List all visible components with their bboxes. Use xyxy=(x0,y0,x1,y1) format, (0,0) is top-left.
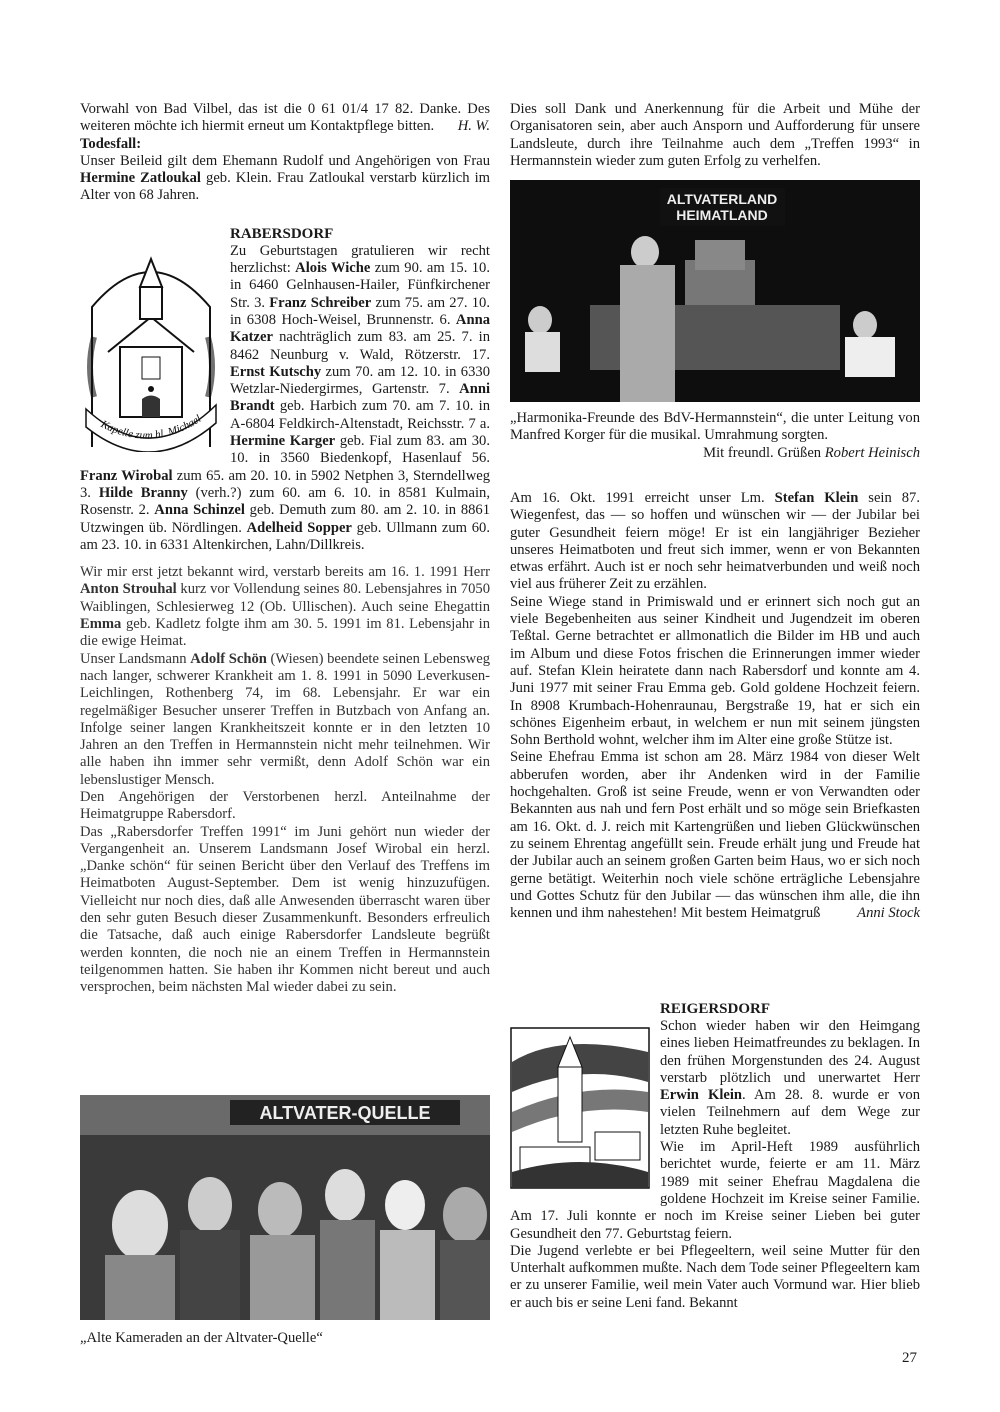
todesfall-heading: Todesfall: xyxy=(80,135,142,152)
name-highlight: Adelheid Sopper xyxy=(246,519,352,536)
text-run: Dies soll Dank und Anerkennung für die Arbeit und Mühe der Organisatoren sein, aber auch Ansporn und Aufforderung für unsere Landsleute, durch ihre Teilnahme auch dem „Treffen 1993“ in Hermannstein wieder zum guten Erfolg zu verhelfen. xyxy=(510,101,920,169)
paragraph xyxy=(80,564,490,650)
text-run: Am 16. Okt. 1991 erreicht unser Lm. xyxy=(510,490,775,506)
name-highlight: Erwin Klein xyxy=(660,1087,743,1104)
text-run: (verh.?) zum 60. am 6. 10. in 8581 Kulmain, Rosenstr. 2. xyxy=(80,484,490,519)
paragraph xyxy=(80,789,490,824)
stefan-klein-text xyxy=(510,490,920,922)
right-intro xyxy=(510,101,920,170)
name-highlight: Hermine Karger xyxy=(230,433,336,450)
harmonika-photo xyxy=(510,180,920,402)
todesfall-text xyxy=(80,153,490,205)
name-highlight: Hermine Zatloukal xyxy=(80,170,201,187)
text-run: zum 70. am 12. 10. in 6330 Wetzlar-Niedergirmes, Gartenstr. 7. xyxy=(230,363,490,398)
rabersdorf-heading: RABERSDORF xyxy=(230,225,334,242)
intro-signature: H. W. xyxy=(457,118,490,135)
text-run: geb. Demuth zum 80. am 2. 10. in 8861 Utzwingen üb. Nördlingen. xyxy=(80,502,491,536)
caption-author: Robert Heinisch xyxy=(824,444,920,461)
text-run: zum 75. am 27. 10. in 6308 Hoch-Weisel, Brunnenstr. 6. xyxy=(230,294,490,328)
text-run: sein 87. Wiegenfest, das — so hoffen und wünschen wir — der Jubilar bei guter Gesundheit feiern möge! Er ist ein langjähriger Bezieher unseres Heimatboten und freut sich immer, wenn er von Bekannten etwas erfährt. Auch ist er noch sehr heimatverbunden und weiß noch viel aus früherer Zeit zu erzählen. xyxy=(510,490,920,593)
text-run: Wie im April-Heft 1989 ausführlich berichtet wurde, feierte er am 11. März 1989 mit seiner Ehefrau Magdalena die goldene Hochzeit im Kreise seiner Familie. Am 17. Juli konnte er noch im Kreise seiner Lieben bei guter Gesundheit den 77. Geburtstag feiern. xyxy=(510,1139,920,1242)
reigersdorf-section xyxy=(510,1000,920,1312)
paragraph xyxy=(510,490,920,594)
paragraph xyxy=(80,824,490,997)
text-run: Das „Rabersdorfer Treffen 1991“ im Juni gehört nun wieder der Vergangenheit an. Unserem Landsmann Josef Wirobal ein herzl. „Danke schön“ für seinen Bericht über den Verlauf des Treffens im Heimatboten August-September. Dem ist wenig hinzuzufügen. Vielleicht nur noch dies, daß alle Anwesenden überrascht waren über den sehr guten Besuch dieser Zusammenkunft. Besonders erfreulich die Tatsache, daß auch einige Rabersdorfer Landsleute begrüßt werden konnten, die noch nie an einem Treffen in Hermannstein teilgenommen hatten. Sie haben ihr Kommen nicht bereut und auch versprochen, beim nächsten Mal wieder dabei zu sein. xyxy=(80,823,490,996)
rabersdorf-chapel-logo xyxy=(80,247,222,452)
text-run: Schon wieder haben wir den Heimgang eines lieben Heimatfreundes zu beklagen. In den frühen Morgenstunden des 24. August verstarb plötzlich und unerwartet Herr xyxy=(660,1018,920,1086)
rabersdorf-section xyxy=(80,225,490,554)
text-run: geb. Ullmann zum 60. am 23. 10. in 6331 Altenkirchen, Lahn/Dillkreis. xyxy=(80,519,491,553)
text-run: Zu Geburtstagen gratulieren wir recht herzlichst: xyxy=(230,242,490,277)
text-run: nachträglich zum 83. am 25. 7. in 8462 Neunburg v. Wald, Rötzerstr. 17. xyxy=(230,329,490,363)
paragraph xyxy=(510,749,920,922)
name-highlight: Franz Schreiber xyxy=(269,294,372,311)
text-run: Unser Landsmann xyxy=(80,650,191,667)
caption-greeting: Mit freundl. Grüßen xyxy=(703,444,825,461)
name-highlight: Hilde Branny xyxy=(98,484,188,501)
stefan-klein-article xyxy=(510,490,920,922)
paragraph xyxy=(510,594,920,750)
text-run: Seine Wiege stand in Primiswald und er erinnert sich noch gut an viele Begebenheiten aus seiner Kindheit und Jugendzeit im oberen Teßtal. Gerne betrachtet er allmonatlich die Bilder im HB und auch im Album und diese Fotos frischen die Erinnerungen immer wieder auf. Stefan Klein heiratete dann nach Rabersdorf und konnte am 4. Juni 1977 mit seiner Frau Emma geb. Gold goldene Hochzeit feiern. In 8908 Krumbach-Hohenraunau, Bergstraße 19, hat er sich ein schönes Eigenheim erbaut, in welchem er nun mit seinem jüngsten Sohn Berthold wohnt, welcher ihm im Alter eine große Stütze ist. xyxy=(510,593,920,749)
text-run: geb. Fial zum 83. am 30. 10. in 3560 Biedenkopf, Hasenlauf 56. xyxy=(230,433,490,467)
page-number: 27 xyxy=(902,1350,917,1366)
text-run: Die Jugend verlebte er bei Pflegeeltern, weil seine Mutter für den Unterhalt aufkommen mußte. Nach dem Tode seiner Pflegeeltern kam er zu unserer Familie, weil mein Vater auch Vormund war. Hier blieb er auch bis er seine Leni fand. Bekannt xyxy=(510,1242,920,1311)
intro-text xyxy=(80,101,490,136)
paragraph xyxy=(510,101,920,170)
text-run: geb. Harbich zum 70. am 7. 10. in A-6804 Feldkirch-Altenstadt, Reichsstr. 7 a. xyxy=(230,398,490,432)
name-highlight: Anna Katzer xyxy=(230,311,490,346)
name-highlight: Anton Strouhal xyxy=(80,581,177,598)
name-highlight: Franz Wirobal xyxy=(80,467,173,484)
reigersdorf-heading: REIGERSDORF xyxy=(660,1001,771,1017)
photo-sign-line-2: HEIMATLAND xyxy=(676,207,768,223)
harmonika-photo-caption xyxy=(510,410,920,462)
altvater-photo-caption: „Alte Kameraden an der Altvater-Quelle“ xyxy=(80,1330,323,1346)
text-run: Unser Beileid gilt dem Ehemann Rudolf und Angehörigen von Frau xyxy=(80,152,490,169)
text-run: Wir mir erst jetzt bekannt wird, verstarb bereits am 16. 1. 1991 Herr xyxy=(80,564,490,581)
paragraph xyxy=(510,1243,920,1312)
paragraph xyxy=(80,651,490,789)
text-run: Den Angehörigen der Verstorbenen herzl. Anteilnahme der Heimatgruppe Rabersdorf. xyxy=(80,788,490,823)
name-highlight: Alois Wiche xyxy=(295,260,371,277)
name-highlight: Stefan Klein xyxy=(774,490,859,506)
name-highlight: Emma xyxy=(80,616,122,633)
altvater-quelle-photo xyxy=(80,1095,490,1320)
chapel-banner-textpath: Kapelle zum hl. Michael xyxy=(98,412,204,442)
stefan-klein-author: Anni Stock xyxy=(857,905,920,922)
text-run: geb. Kadletz folgte ihm am 30. 5. 1991 im 81. Lebensjahr in die ewige Heimat. xyxy=(80,616,490,650)
text-run: Vorwahl von Bad Vilbel, das ist die 0 61 01/4 17 82. Danke. Des weiteren möchte ich hiermit erneut um Kontaktpflege bitten. xyxy=(80,101,490,135)
text-run: zum 90. am 15. 10. in 6460 Gelnhausen-Hailer, Fünfkirchener Str. 3. xyxy=(230,260,490,311)
photo-sign-line-1: ALTVATERLAND xyxy=(666,191,778,207)
paragraph xyxy=(80,101,490,136)
left-column xyxy=(80,101,490,997)
text-run: geb. Klein. Frau Zatloukal verstarb kürzlich im Alter von 68 Jahren. xyxy=(80,170,490,204)
reigersdorf-village-logo xyxy=(510,1022,652,1192)
rabersdorf-obituaries xyxy=(80,564,490,996)
text-run: kurz vor Vollendung seines 80. Lebensjahres in 7050 Waiblingen, Schlesierweg 12 (Ob. Ullischen). Auch seine Ehegattin xyxy=(80,581,490,615)
name-highlight: Adolf Schön xyxy=(190,650,267,667)
name-highlight: Anna Schinzel xyxy=(154,502,245,519)
caption-text: „Harmonika-Freunde des BdV-Hermannstein“, die unter Leitung von Manfred Korger für die musikal. Umrahmung sorgten. xyxy=(510,410,920,444)
text-run: . Am 28. 8. wurde er von vielen Teilnehmern auf dem Wege zur letzten Ruhe begleitet. xyxy=(660,1087,921,1138)
name-highlight: Anni Brandt xyxy=(230,381,490,415)
name-highlight: Ernst Kutschy xyxy=(230,363,322,380)
text-run: (Wiesen) beendete seinen Lebensweg nach langer, schwerer Krankheit am 1. 8. 1991 in 5090 Leverkusen-Leichlingen, Rothenberg 74, im 68. Lebensjahr. Er war ein regelmäßiger Besucher unserer Treffen in Butzbach von Anfang an. Infolge seiner langen Krankheitszeit konnte er in den letzten 10 Jahren an den Treffen in Hermannstein nicht mehr teilnehmen. Wir alle haben ihn immer sehr vermißt, denn Adolf Schön war ein lebenslustiger Mensch. xyxy=(80,650,490,788)
text-run: zum 65. am 20. 10. in 5902 Netphen 3, Sterndellweg 3. xyxy=(80,467,491,501)
text-run: Seine Ehefrau Emma ist schon am 28. März 1984 von dieser Welt abberufen worden, aber ihr Andenken wird in der Familie hochgehalten. Groß ist seine Freude, wenn er von Verwandten oder Bekannten aus nah und fern Post erhält und so möge sein Briefkasten am 16. Okt. d. J. reich mit Kartengrüßen und lieben Glückwünschen zu seinem Ehrentag angefüllt sein. Freude erhält jung und Freude hat der Jubilar auch an seinem großen Garten beim Haus, wo er sich noch gerne betätigt. Weiterhin noch viele schöne erträgliche Lebensjahre und Gottes Schutz für den Jubilar — das wünschen ihm alle, die ihn kennen und ihm nahestehen! Mit bestem Heimatgruß xyxy=(510,749,920,922)
photo-sign-text: ALTVATER-QUELLE xyxy=(259,1103,431,1123)
paragraph xyxy=(80,153,490,205)
